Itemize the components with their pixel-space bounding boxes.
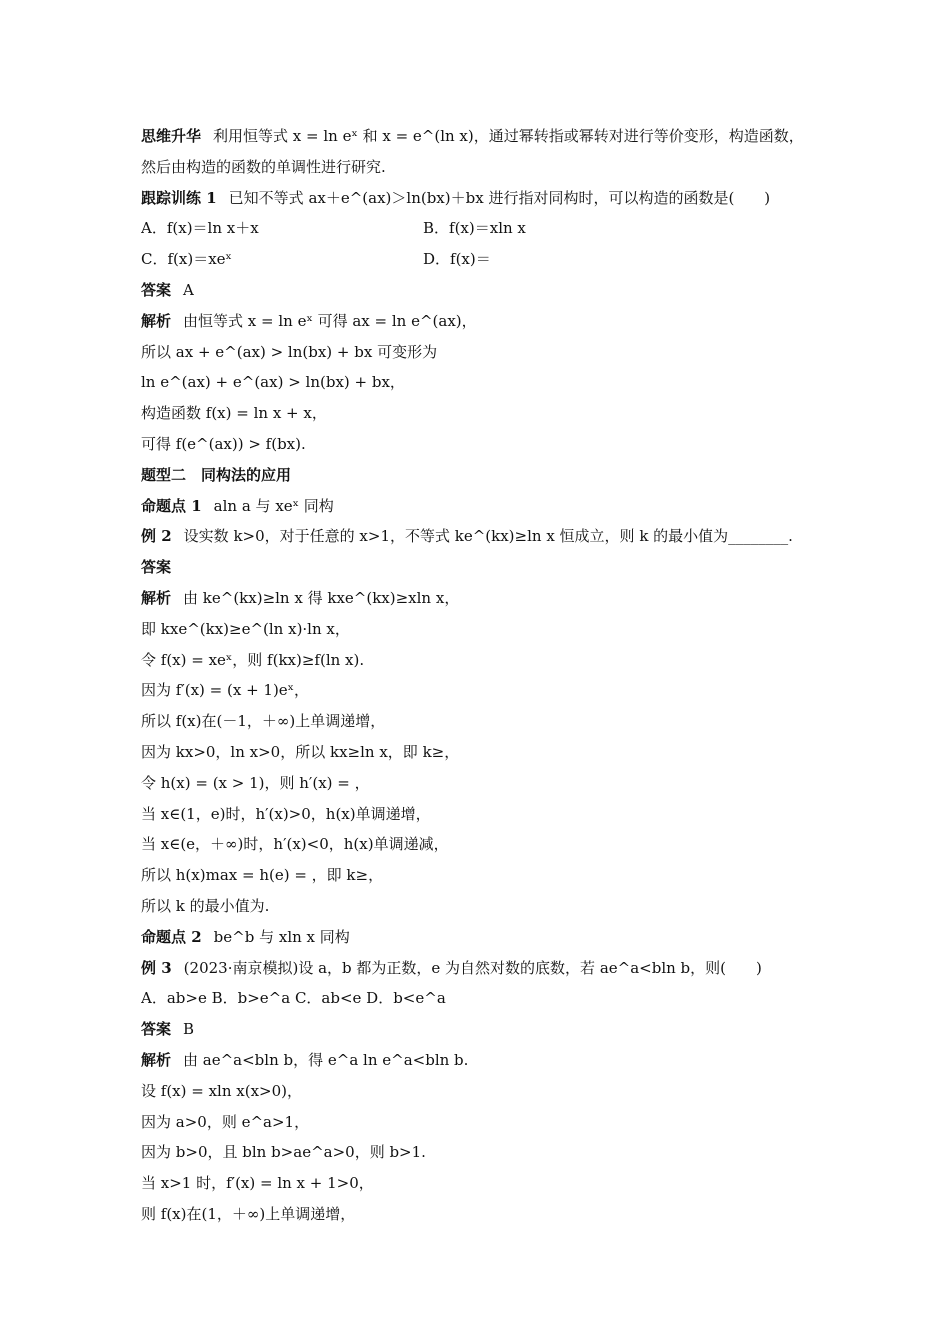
text-line: 当 x∈(1，e)时，h′(x)>0，h(x)单调递增，: [141, 804, 431, 823]
section-heading: 题型二 同构法的应用: [141, 465, 292, 484]
text-line: 所以 k 的最小值为.: [141, 896, 270, 915]
analysis-line: 解析 由 ae^a<bln b，得 e^a ln e^a<bln b.: [141, 1050, 469, 1069]
answer-line: 答案 B: [141, 1020, 195, 1039]
example-line: 例 3 (2023·南京模拟)设 a，b 都为正数，e 为自然对数的底数，若 ae^a<bln b，则( ): [141, 958, 762, 977]
text-line: 跟踪训练 1 已知不等式 ax＋e^(ax)＞ln(bx)＋bx 进行指对同构时，可以构造的函数是( ): [141, 188, 771, 207]
analysis-line: 解析 由 ke^(kx)≥ln x 得 kxe^(kx)≥xln x，: [141, 588, 460, 607]
text-line: ln e^(ax) + e^(ax) > ln(bx) + bx，: [141, 373, 405, 392]
analysis-line: 解析 由恒等式 x = ln eˣ 可得 ax = ln e^(ax)，: [141, 311, 477, 330]
text-line: 令 f(x) = xeˣ，则 f(kx)≥f(ln x).: [141, 650, 365, 669]
text-line: 所以 ax + e^(ax) > ln(bx) + bx 可变形为: [141, 342, 438, 361]
text-line: 思维升华 利用恒等式 x = ln eˣ 和 x = e^(ln x)，通过幂转指或幂转对进行等价变形，构造函数，: [141, 127, 804, 145]
subsection-heading: 命题点 2 be^b 与 xln x 同构: [141, 927, 350, 946]
text-line: 所以 h(x)max = h(e) = ，即 k≥，: [141, 866, 384, 885]
text-line: 当 x>1 时，f′(x) = ln x + 1>0，: [141, 1174, 374, 1193]
text-line: 因为 a>0，则 e^a>1，: [141, 1112, 310, 1131]
option-row: A．f(x)＝ln x＋x B．f(x)＝xln x: [141, 219, 526, 238]
answer-line: 答案: [141, 558, 172, 577]
text-line: 因为 kx>0，ln x>0，所以 kx≥ln x，即 k≥，: [141, 742, 460, 761]
option-row: C．f(x)＝xeˣ D．f(x)＝: [141, 250, 491, 269]
example-line: 例 2 设实数 k>0，对于任意的 x>1，不等式 ke^(kx)≥ln x 恒成立，则 k 的最小值为________.: [141, 527, 793, 546]
text-line: 令 h(x) = (x > 1)，则 h′(x) = ，: [141, 773, 370, 792]
text-line: 因为 b>0，且 bln b>ae^a>0，则 b>1.: [141, 1143, 426, 1162]
text-line: 则 f(x)在(1，＋∞)上单调递增，: [141, 1204, 356, 1223]
answer-line: 答案 A: [141, 280, 194, 299]
text-line: 当 x∈(e，＋∞)时，h′(x)<0，h(x)单调递减，: [141, 835, 449, 854]
text-line: 设 f(x) = xln x(x>0)，: [141, 1081, 303, 1100]
text-line: 可得 f(e^(ax)) > f(bx).: [141, 434, 306, 453]
document-body: [141, 121, 821, 1230]
text-line: 即 kxe^(kx)≥e^(ln x)·ln x，: [141, 619, 350, 638]
text-line: 构造函数 f(x) = ln x + x，: [141, 404, 327, 423]
subsection-heading: 命题点 1 aln a 与 xeˣ 同构: [141, 496, 334, 515]
text-line: 然后由构造的函数的单调性进行研究.: [141, 157, 386, 176]
text-line: 所以 f(x)在(－1，＋∞)上单调递增，: [141, 712, 386, 731]
text-line: 因为 f′(x) = (x + 1)eˣ，: [141, 681, 310, 700]
option-row: A．ab>e B．b>e^a C．ab<e D．b<e^a: [141, 989, 446, 1008]
